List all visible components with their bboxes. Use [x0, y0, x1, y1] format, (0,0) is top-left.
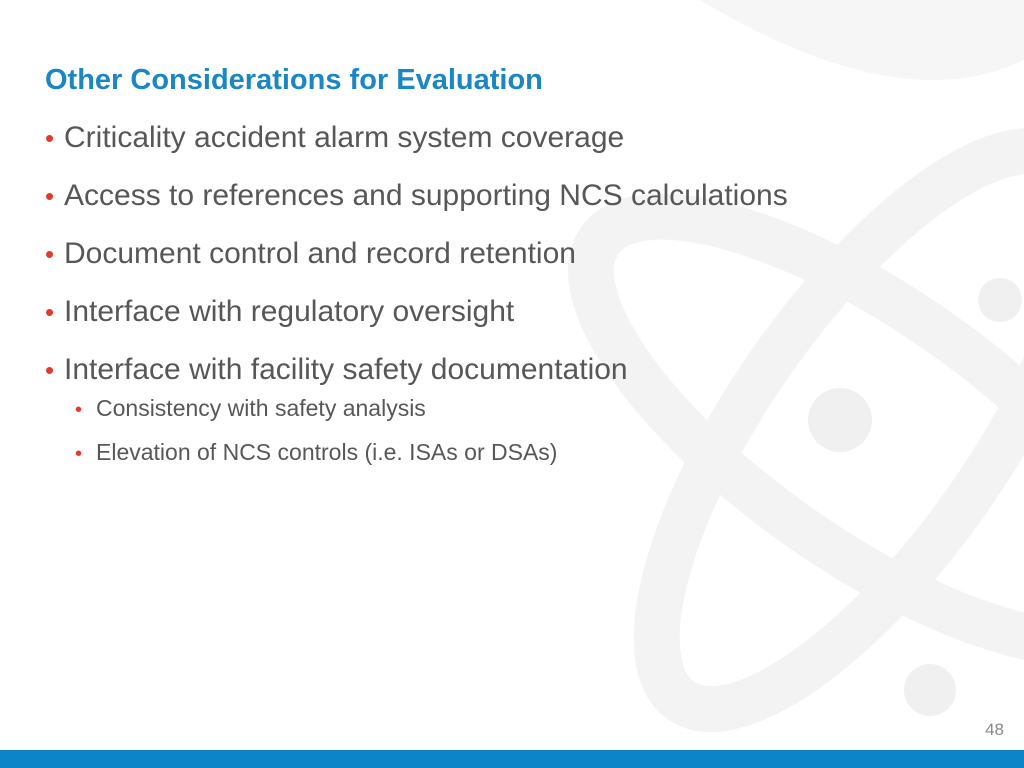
bullet-icon: •: [45, 123, 55, 153]
bullet-icon: •: [45, 355, 55, 385]
sub-bullet-text: Elevation of NCS controls (i.e. ISAs or DSAs): [96, 439, 558, 465]
bullet-text: Access to references and supporting NCS calculations: [64, 179, 788, 212]
sub-bullet-text: Consistency with safety analysis: [96, 395, 426, 421]
slide-title: Other Considerations for Evaluation: [45, 64, 543, 96]
bullet-text: Interface with facility safety documentation: [64, 353, 628, 386]
bullet-icon: •: [45, 181, 55, 211]
bullet-text: Document control and record retention: [64, 237, 576, 270]
list-item: [45, 178, 945, 214]
bullet-list: [45, 120, 945, 482]
bullet-icon: •: [45, 239, 55, 269]
page-number: 48: [985, 720, 1004, 739]
sub-bullet-icon: •: [75, 399, 83, 421]
sub-list-item: [75, 394, 945, 422]
sub-list-item: [75, 438, 945, 466]
list-item: [45, 352, 945, 388]
bullet-icon: •: [45, 297, 55, 327]
bullet-text: Interface with regulatory oversight: [64, 295, 515, 328]
list-item: [45, 120, 945, 156]
footer-bar: [0, 750, 1024, 768]
list-item: [45, 294, 945, 330]
sub-bullet-icon: •: [75, 443, 83, 465]
list-item: [45, 236, 945, 272]
bullet-text: Criticality accident alarm system coverage: [64, 121, 625, 154]
